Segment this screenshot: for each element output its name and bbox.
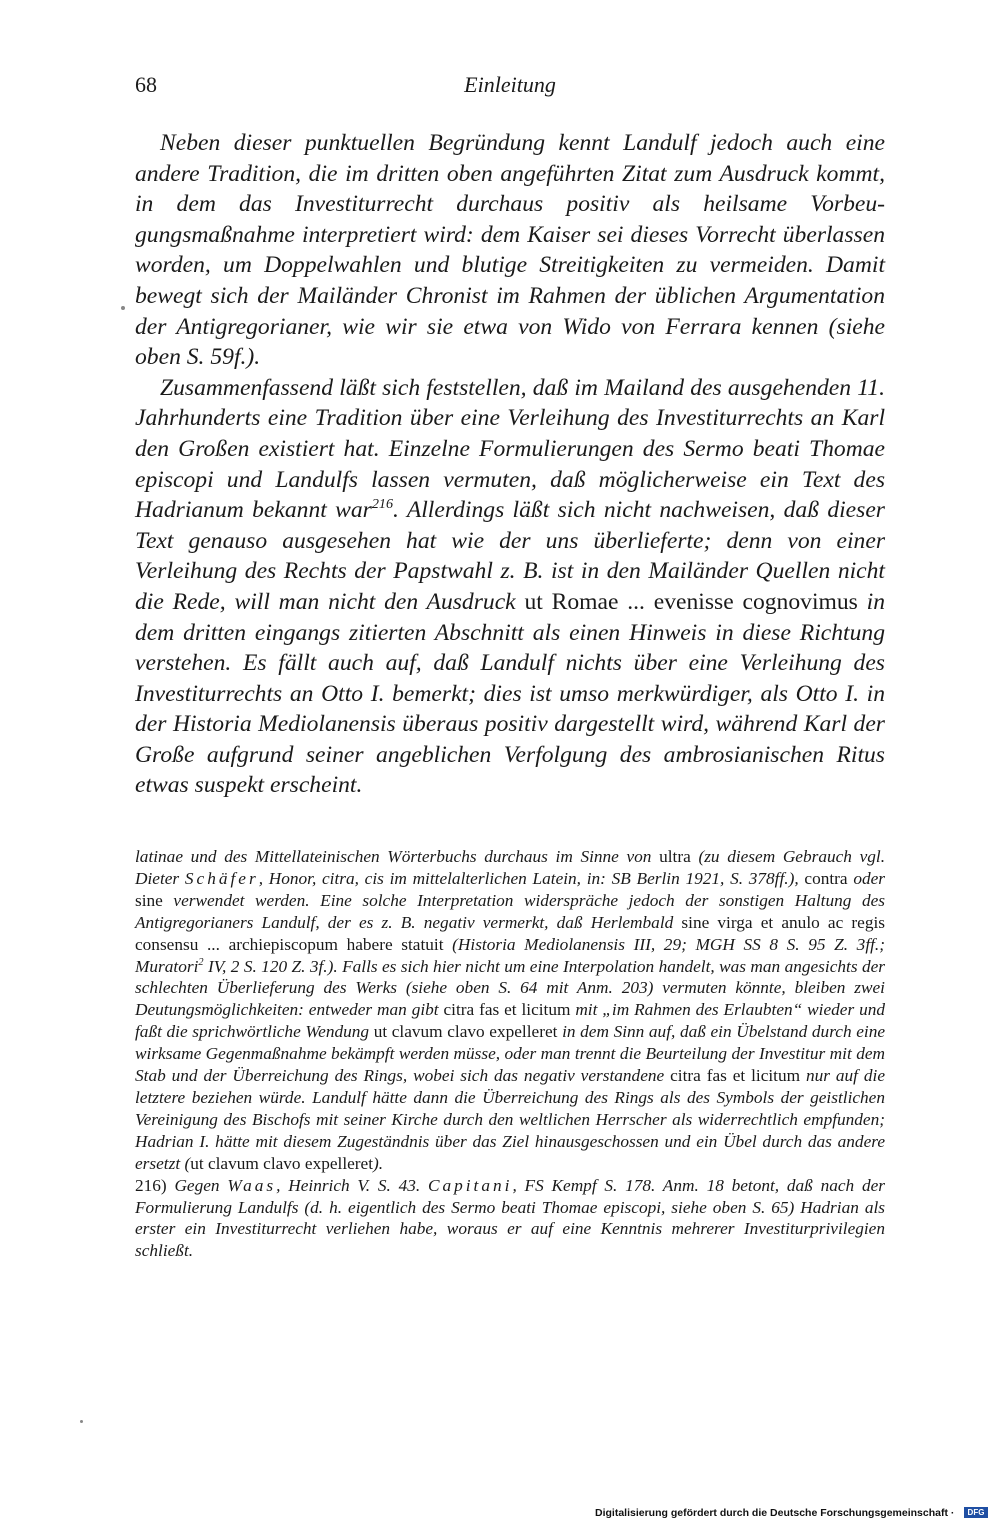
fn-author: Capitani (427, 1175, 513, 1195)
fn-text: (zu diesem Gebrauch vgl. Dieter (135, 847, 886, 888)
fn-text: ). (373, 1153, 384, 1173)
fn-text: oder (853, 868, 886, 888)
fn-text: Gegen (174, 1175, 220, 1195)
fn-text: IV, 2 S. 120 Z. 3f.). Falls es sich hier nicht um eine Interpolation handelt, was man angesichts der schlechten Überlieferung des Werks (siehe oben S. 64 mit Anm. 203) vermuten könnte, bleiben zwei Deutungsmöglichkeiten: entweder man gibt (135, 956, 885, 1020)
fn-latin: ultra (659, 847, 691, 866)
fn-text: nur auf die letztere beziehen würde. Landulf hätte dann die Überreichung des Rings als des Symbols der geistlichen Vereinigung des Bischofs mit seiner Kirche durch den weltlichen Herrscher als widerrechtlich empfunden; Hadrian I. hätte mit diesem Zugeständnis über das Ziel hinausgeschossen und ein Übel durch das andere ersetzt ( (135, 1066, 885, 1173)
fn-latin: contra (804, 868, 848, 888)
fn-latin: ut clavum clavo expelleret (190, 1153, 374, 1173)
scan-speck (80, 1420, 83, 1423)
fn-text: in dem Sinn auf, daß ein Übelstand durch eine wirksame Gegenmaßnahme bekämpft werden müsse, oder man trennt die Beurteilung der Investitur mit dem Stab und der Überreichung des Rings, wobei sich das negativ verstandene (135, 1022, 886, 1086)
fn-author: Waas (227, 1175, 277, 1195)
digitization-credit: Digitalisierung gefördert durch die Deutsche Forschungsgemeinschaft · (595, 1507, 955, 1519)
fn-text: , Honor, citra, cis im mittelalterlichen Latein, in: SB Berlin 1921, S. 378ff.), (258, 868, 799, 888)
footnote-number: 216) (135, 1175, 167, 1195)
fn-latin: sine virga et anulo ac regis consensu ... archiepiscopum habere statuit (135, 912, 885, 954)
page-number: 68 (135, 72, 157, 97)
paragraph-2-part-c: in dem dritten eingangs zitierten Abschnitt als einen Hinweis in diese Richtung verstehen. Es fällt auch auf, daß Landulf nichts über eine Verleihung des Investiturrechts an Otto I. bemerkt; dies ist umso merkwürdiger, als Otto I. in der Historia Mediolanensis überaus positiv dargestellt wird, während Karl der Große aufgrund seiner angeblichen Verfolgung des ambrosianischen Ritus etwas suspekt erscheint. (135, 588, 885, 799)
page-header (135, 72, 885, 106)
paragraph-2-part-a: Zusammenfassend läßt sich feststellen, daß im Mailand des ausgehenden 11. Jahrhunderts eine Tradition über eine Verleihung des Investiturrechts an Karl den Großen existiert hat. Einzelne Formulierungen des Sermo beati Thomae episcopi und Landulfs lassen vermuten, daß möglicherweise ein Text des Hadrianum bekannt war (135, 374, 885, 524)
fn-latin: ut clavum clavo expelleret (373, 1022, 558, 1042)
scan-speck (121, 306, 125, 310)
fn-text: (Historia Mediolanensis III, 29; MGH SS 8 S. 95 Z. 3ff.; Muratori (135, 934, 886, 976)
running-title: Einleitung (464, 72, 556, 97)
fn-latin: citra fas et licitum (443, 1000, 571, 1020)
fn-text: latinae und des Mittellateinischen Wörterbuchs durchaus im Sinne von (135, 847, 652, 866)
fn-text: , FS Kempf S. 178. Anm. 18 betont, daß nach der Formulierung Landulfs (d. h. eigentlich des Sermo beati Thomae episcopi, siehe oben S. 65) Hadrian als erster ein Investiturrecht verliehen habe, woraus er auf eine Kenntnis mehrerer Investiturprivilegien schließt. (135, 1175, 885, 1261)
footnote-216 (135, 1175, 885, 1263)
fn-superscript: 2 (198, 956, 204, 968)
dfg-logo-icon: DFG (964, 1507, 988, 1518)
paragraph-2-part-b: . Allerdings läßt sich nicht nachweisen, daß dieser Text genauso ausgesehen hat wie der uns überlieferte; denn von einer Verleihung des Rechts der Papstwahl z. B. ist in den Mailänder Quellen nicht die Rede, will man nicht den Ausdruck (135, 497, 885, 615)
fn-text: , Heinrich V. S. 43. (276, 1175, 421, 1195)
footnote-ref-216[interactable]: 216 (371, 496, 394, 513)
fn-text: verwendet werden. Eine solche Interpretation widerspräche jedoch der sonstigen Haltung des Antigregorianers Landulf, der es z. B. negativ vermerkt, daß Herlembald (135, 890, 885, 932)
fn-author: Schäfer (184, 868, 259, 888)
main-text (135, 128, 885, 801)
paragraph-1: Neben dieser punktuellen Begründung kennt Landulf jedoch auch eine andere Tradition, die im dritten oben angeführten Zitat zum Ausdruck kommt, in dem das Investiturrecht durchaus positiv als heilsame Vorbeugungsmaßnahme interpretiert wird: dem Kaiser sei dieses Vorrecht überlassen worden, um Doppelwahlen und blutige Streitigkeiten zu vermeiden. Damit bewegt sich der Mailänder Chronist im Rahmen der üblichen Argumentation der Antigregorianer, wie wir sie etwa von Wido von Ferrara kennen (siehe oben S. 59f.). (135, 130, 885, 371)
fn-text: mit „im Rahmen des Erlaubten“ wieder und faßt die sprichwörtliche Wendung (135, 1000, 885, 1042)
latin-quote: ut Romae ... evenisse cognovimus (524, 588, 858, 615)
footnote-continuation (135, 846, 885, 1175)
footnotes (135, 846, 885, 1262)
fn-latin: sine (135, 890, 163, 910)
paragraph-2 (135, 373, 885, 801)
fn-latin: citra fas et licitum (670, 1066, 801, 1086)
